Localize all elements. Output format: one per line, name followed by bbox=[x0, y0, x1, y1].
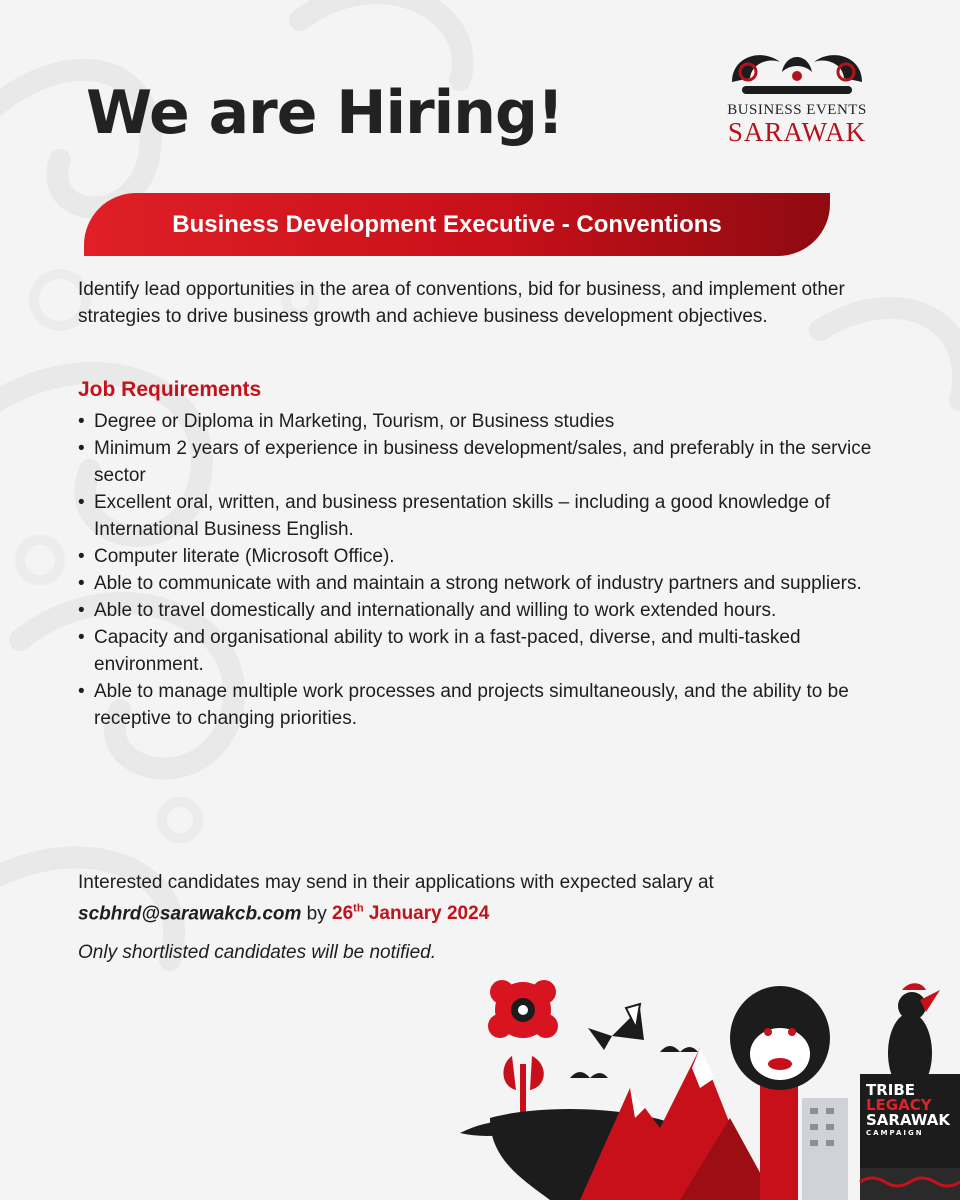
badge-line-campaign: CAMPAIGN bbox=[866, 1129, 924, 1137]
apply-by: by bbox=[301, 903, 333, 925]
badge-line-tribe: TRIBE bbox=[866, 1081, 916, 1099]
hornbill-emblem-icon bbox=[722, 42, 872, 100]
position-banner bbox=[84, 193, 830, 256]
requirement-item: • Computer literate (Microsoft Office). bbox=[78, 543, 888, 570]
requirements-list bbox=[78, 408, 888, 732]
requirement-item: • Minimum 2 years of experience in business development/sales, and preferably in the service sector bbox=[78, 435, 888, 489]
application-deadline bbox=[332, 903, 489, 924]
deadline-day: 26 bbox=[332, 903, 354, 925]
logo-line-sarawak: SARAWAK bbox=[727, 117, 867, 147]
requirement-item: • Able to travel domestically and internationally and willing to work extended hours. bbox=[78, 597, 888, 624]
shortlist-notice: Only shortlisted candidates will be notified. bbox=[78, 942, 437, 963]
apply-text: Interested candidates may send in their applications with expected salary at bbox=[78, 872, 714, 893]
orangutan-icon bbox=[730, 986, 830, 1090]
requirement-item: • Able to communicate with and maintain a strong network of industry partners and suppliers. bbox=[78, 570, 888, 597]
requirement-item: • Able to manage multiple work processes and projects simultaneously, and the ability to be receptive to changing priorities. bbox=[78, 678, 888, 732]
requirement-item: • Degree or Diploma in Marketing, Tourism, or Business studies bbox=[78, 408, 888, 435]
position-title: Business Development Executive - Conventions bbox=[172, 210, 722, 238]
badge-line-legacy: LEGACY bbox=[866, 1096, 932, 1114]
application-instructions bbox=[78, 870, 778, 927]
deadline-suffix: th bbox=[353, 903, 364, 915]
requirements-heading: Job Requirements bbox=[78, 378, 262, 401]
requirement-item: • Excellent oral, written, and business presentation skills – including a good knowledge of International Business English. bbox=[78, 489, 888, 543]
logo-line-business-events: BUSINESS EVENTS bbox=[727, 102, 867, 118]
business-events-sarawak-logo bbox=[712, 42, 882, 145]
tribe-legacy-campaign-badge bbox=[866, 1081, 951, 1138]
red-flower-icon bbox=[488, 980, 558, 1118]
deadline-month-year: January 2024 bbox=[363, 903, 490, 925]
badge-line-sarawak: SARAWAK bbox=[866, 1111, 951, 1129]
apply-email[interactable]: scbhrd@sarawakcb.com bbox=[78, 903, 302, 925]
job-intro: Identify lead opportunities in the area of conventions, bid for business, and implement other strategies to drive business growth and achieve business development objectives. bbox=[78, 279, 845, 327]
requirement-item: • Capacity and organisational ability to work in a fast-paced, diverse, and multi-tasked environment. bbox=[78, 624, 888, 678]
headline: We are Hiring! bbox=[86, 78, 564, 148]
butterfly-icon bbox=[588, 1004, 644, 1050]
